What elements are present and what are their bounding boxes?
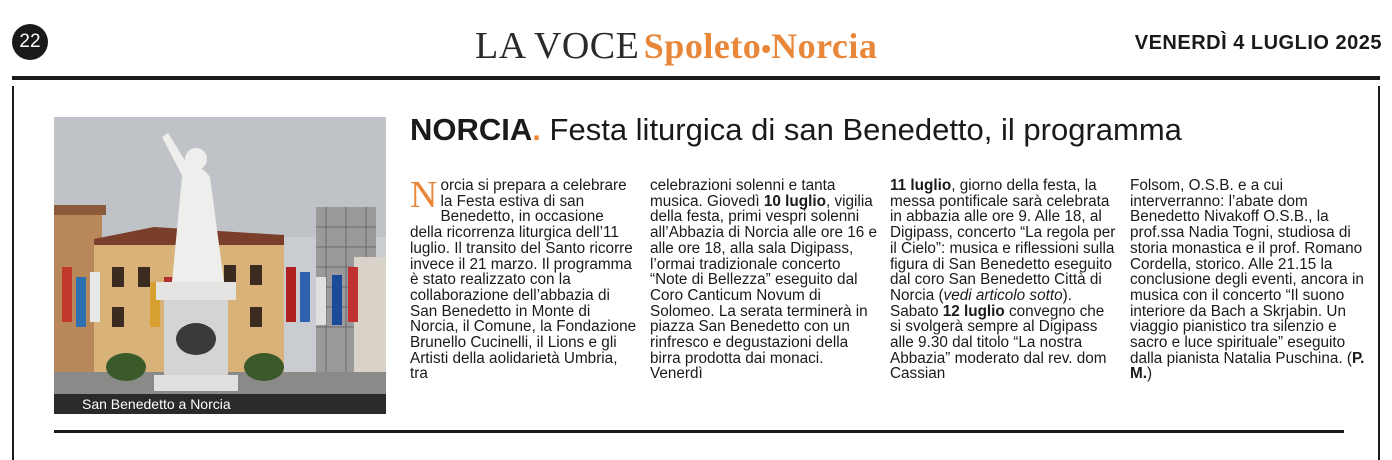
drop-cap: N [410,174,438,216]
masthead [475,24,877,70]
column-2-text-c: , vigilia della festa, primi vespri solenni all’Abbazia di Norcia alle ore 16 e alle ore 18, alla sala Digipass, l’ormai tradizionale concerto “Note di Bellezza” eseguito dal Coro Canticum Novum di Solomeo. La serata terminerà in piazza San Benedetto con un rinfresco e degustazioni della birra prodotta dai monaci. Venerdì [650,192,878,383]
article-headline [410,112,1182,148]
column-3-date2-bold: 12 luglio [942,302,1005,320]
column-3-italic-ref: vedi articolo sotto [943,286,1063,304]
column-4-text-c: ) [1147,365,1153,383]
headline-city: NORCIA [410,112,533,147]
author-initials: P. M. [1130,349,1365,383]
masthead-city-norcia: Norcia [771,26,878,66]
column-3-text-d: ). Sabato [890,286,1072,320]
issue-date: VENERDÌ 4 LUGLIO 2025 [1134,32,1382,54]
article-column-2 [650,178,878,382]
headline-dot: . [532,112,541,147]
page-number-badge [12,24,48,60]
article-photo [54,117,386,414]
column-2-text-a: celebrazioni solenni e tanta musica. Giovedì [650,177,836,210]
masthead-dot-separator: • [761,33,772,64]
column-2-date-bold: 10 luglio [763,192,826,210]
headline-title: Festa liturgica di san Benedetto, il programma [549,112,1182,147]
column-3-date-bold: 11 luglio [890,177,952,194]
article-bottom-rule [54,430,1344,433]
column-4-text-a: Folsom, O.S.B. e a cui interverranno: l’abate dom Benedetto Nivakoff O.S.B., la prof.ssa Nadia Togni, studiosa di storia monastica e il prof. Romano Cordella, storico. Alle 21.15 la conclusione degli eventi, ancora in musica con il concerto “Il suono interiore da Bach a Skrjabin. Un viaggio pianistico tra silenzio e sacro e luce spirituale” eseguito dalla pianista Natalia Puschina. ( [1130,177,1364,367]
article-column-1 [410,174,638,383]
photo-caption: San Benedetto a Norcia [82,396,231,412]
article-column-3 [890,178,1118,382]
column-3-text-f: convegno che si svolgerà sempre al Digipass alle 9.30 dal titolo “La nostra Abbazia” moderato dal rev. dom Cassian [890,302,1107,383]
header-rule [12,76,1380,80]
column-3-text-b: , giorno della festa, la messa pontificale sarà celebrata in abbazia alle ore 9. Alle 18, al Digipass, concerto “La regola per il Cielo”: musica e riflessioni sulla figura di San Benedetto eseguito dal coro San Benedetto Città di Norcia ( [890,177,1116,304]
column-1-text: orcia si prepara a celebrare la Festa estiva di san Benedetto, in occasione della ricorrenza liturgica dell’11 luglio. Il transito del Santo ricorre invece il 21 marzo. Il programma è stato realizzato con la collaborazione dell’abbazia di San Benedetto in Monte di Norcia, il Comune, la Fondazione Brunello Cucinelli, il Lions e gli Artisti della aolidarietà Umbria, tra [410,177,637,383]
page-number: 22 [19,31,41,52]
article-column-4 [1130,178,1366,382]
masthead-la-voce: LA VOCE [475,25,640,67]
masthead-city-spoleto: Spoleto [643,26,762,66]
